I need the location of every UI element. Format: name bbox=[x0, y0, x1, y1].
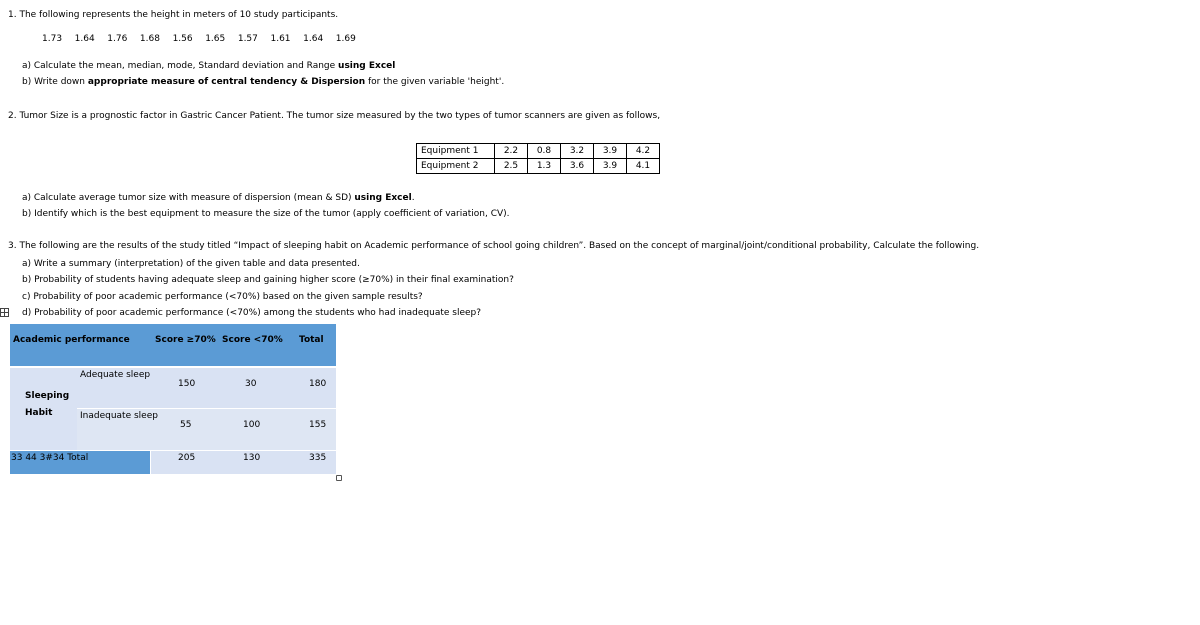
height-value: 1.68 bbox=[139, 34, 160, 44]
height-value: 1.61 bbox=[270, 34, 291, 44]
table-cell: 180 bbox=[309, 379, 327, 389]
height-value: 1.76 bbox=[107, 34, 128, 44]
q3-title: 3. The following are the results of the study titled “Impact of sleeping habit on Academic performance of school going children”. Based on the concept of marginal/joint/conditional probability, Calculate the following. bbox=[8, 241, 980, 251]
q3-part-a: a) Write a summary (interpretation) of the given table and data presented. bbox=[22, 259, 360, 269]
q1-part-b: b) Write down appropriate measure of central tendency & Dispersion for the given variable 'height'. bbox=[22, 77, 505, 87]
row-group-label: Habit bbox=[25, 408, 53, 418]
table-row: Equipment 1 2.2 0.8 3.2 3.9 4.2 bbox=[417, 144, 660, 159]
table-cell: 100 bbox=[243, 420, 261, 430]
header-score-high: Score ≥70% bbox=[155, 335, 216, 345]
header-score-low: Score <70% bbox=[222, 335, 283, 345]
q1-title: 1. The following represents the height in meters of 10 study participants. bbox=[8, 10, 339, 20]
q2-part-a: a) Calculate average tumor size with measure of dispersion (mean & SD) using Excel. bbox=[22, 193, 415, 203]
height-value: 1.57 bbox=[237, 34, 258, 44]
row-label-adequate-sleep: Adequate sleep bbox=[80, 370, 151, 380]
table-cell: 150 bbox=[178, 379, 196, 389]
heights-list bbox=[42, 34, 368, 44]
q1-part-a: a) Calculate the mean, median, mode, Standard deviation and Range using Excel bbox=[22, 61, 396, 71]
expand-icon[interactable] bbox=[0, 308, 9, 317]
table-cell: 30 bbox=[245, 379, 257, 389]
height-value: 1.64 bbox=[303, 34, 324, 44]
height-value: 1.56 bbox=[172, 34, 193, 44]
q3-part-c: c) Probability of poor academic performance (<70%) based on the given sample results? bbox=[22, 292, 423, 302]
table-cell: 55 bbox=[180, 420, 192, 430]
table-row: Equipment 2 2.5 1.3 3.6 3.9 4.1 bbox=[417, 159, 660, 174]
table-header-row bbox=[10, 324, 336, 366]
equipment-table bbox=[416, 143, 660, 174]
row-group-label: Sleeping bbox=[25, 391, 70, 401]
q3-part-d: d) Probability of poor academic performance (<70%) among the students who had inadequate sleep? bbox=[22, 308, 482, 318]
table-cell: 155 bbox=[309, 420, 327, 430]
height-value: 1.65 bbox=[205, 34, 226, 44]
table-cell: 335 bbox=[309, 453, 327, 463]
height-value: 1.64 bbox=[74, 34, 95, 44]
resize-handle[interactable] bbox=[336, 475, 342, 481]
table-cell: 130 bbox=[243, 453, 261, 463]
equipment-label: Equipment 2 bbox=[417, 159, 495, 174]
row-label-inadequate-sleep: Inadequate sleep bbox=[80, 411, 158, 421]
height-value: 1.69 bbox=[335, 34, 356, 44]
table-cell: 205 bbox=[178, 453, 196, 463]
q2-part-b: b) Identify which is the best equipment to measure the size of the tumor (apply coefficient of variation, CV). bbox=[22, 209, 510, 219]
header-total: Total bbox=[299, 335, 324, 345]
header-academic-performance: Academic performance bbox=[13, 335, 130, 345]
equipment-label: Equipment 1 bbox=[417, 144, 495, 159]
q2-title: 2. Tumor Size is a prognostic factor in Gastric Cancer Patient. The tumor size measured by the two types of tumor scanners are given as follows, bbox=[8, 111, 661, 121]
height-value: 1.73 bbox=[42, 34, 63, 44]
q3-part-b: b) Probability of students having adequate sleep and gaining higher score (≥70%) in their final examination? bbox=[22, 275, 514, 285]
total-label: 33 44 3#34 Total bbox=[11, 453, 89, 463]
